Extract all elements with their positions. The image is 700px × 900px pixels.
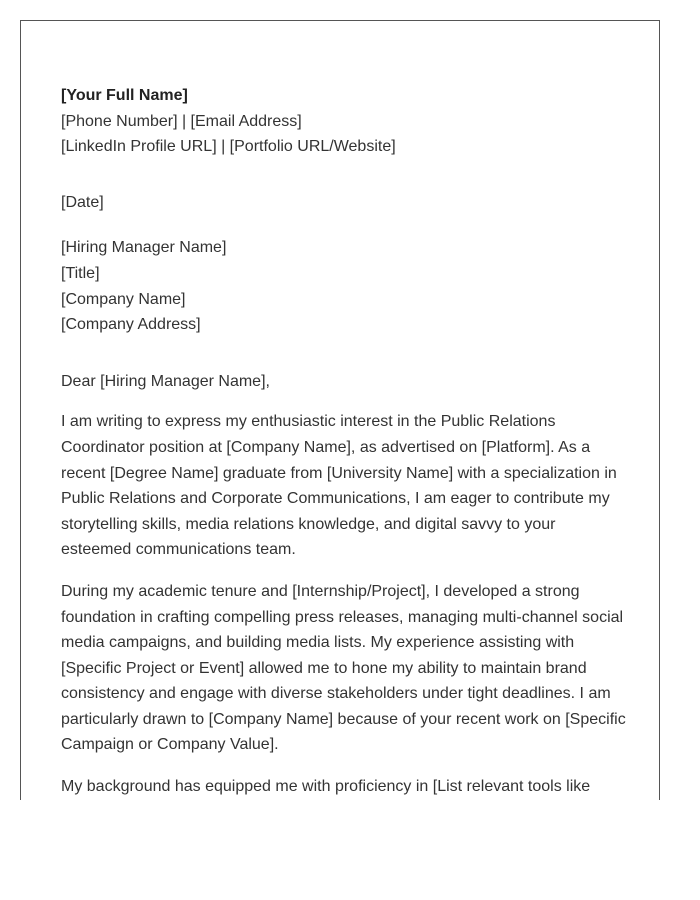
- sender-block: [61, 83, 626, 160]
- recipient-block: [61, 235, 626, 337]
- body-paragraph-3: My background has equipped me with proficiency in [List relevant tools like: [61, 778, 591, 796]
- salutation: Dear [Hiring Manager Name],: [61, 372, 270, 390]
- sender-contact: [Phone Number] | [Email Address]: [61, 112, 302, 130]
- body-paragraph-1: I am writing to express my enthusiastic interest in the Public Relations Coordinator position at [Company Name], as advertised on [Platform]. As a recent [Degree Name] graduate from [University Name] with a specialization in Public Relations and Corporate Communications, I am eager to contribute my storytelling skills, media relations knowledge, and digital savvy to your esteemed communications team.: [61, 413, 617, 559]
- letter-content: [61, 83, 626, 800]
- sender-name: [Your Full Name]: [61, 87, 188, 104]
- letter-date: [Date]: [61, 193, 104, 211]
- sender-links: [LinkedIn Profile URL] | [Portfolio URL/Website]: [61, 138, 396, 156]
- letter-page: [20, 20, 660, 800]
- recipient-company: [Company Name]: [61, 290, 186, 308]
- recipient-address: [Company Address]: [61, 316, 201, 334]
- recipient-name: [Hiring Manager Name]: [61, 239, 227, 257]
- recipient-title: [Title]: [61, 264, 100, 282]
- body-paragraph-2: During my academic tenure and [Internship/Project], I developed a strong foundation in crafting compelling press releases, managing multi-channel social media campaigns, and building media lists. My experience assisting with [Specific Project or Event] allowed me to hone my ability to maintain brand consistency and engage with diverse stakeholders under tight deadlines. I am particularly drawn to [Company Name] because of your recent work on [Specific Campaign or Company Value].: [61, 582, 626, 754]
